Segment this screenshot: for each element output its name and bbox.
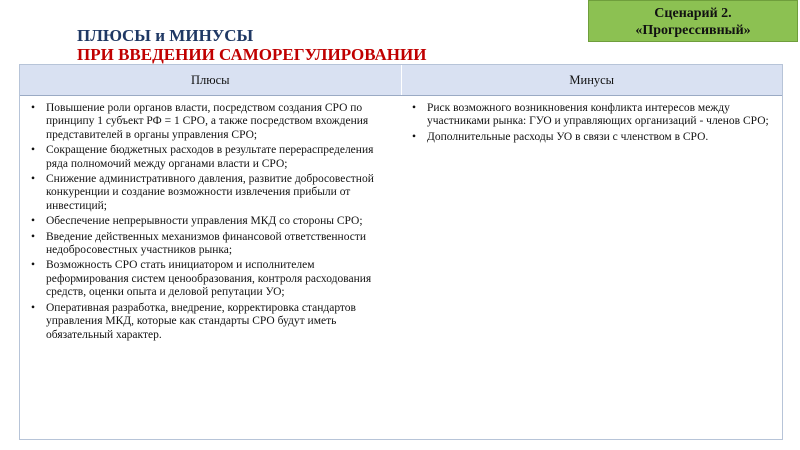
bullet-icon: • <box>31 144 36 157</box>
list-item-text: Повышение роли органов власти, посредством создания СРО по принципу 1 субъект РФ = 1 СРО, а также посредством вхождения представителей в органы управления СРО; <box>46 102 369 141</box>
list-item <box>28 231 393 258</box>
list-item-text: Оперативная разработка, внедрение, корректировка стандартов управления МКД, которые как стандарты СРО будут иметь обязательный характер. <box>46 301 356 341</box>
bullet-icon: • <box>31 230 36 243</box>
list-item-text: Сокращение бюджетных расходов в результате перераспределения ряда полномочий между органами власти и СРО; <box>46 144 374 170</box>
scenario-line-1: Сценарий 2. <box>654 6 732 21</box>
pros-column <box>20 96 401 440</box>
list-item <box>28 144 393 171</box>
list-item <box>28 215 393 228</box>
list-item-text: Снижение административного давления, развитие добросовестной конкуренции и создание возможности извлечения прибыли от инвестиций; <box>46 173 374 212</box>
bullet-icon: • <box>31 215 36 228</box>
bullet-icon: • <box>31 259 36 272</box>
list-item <box>28 302 393 342</box>
table-body-row <box>20 96 782 440</box>
pros-header: Плюсы <box>190 73 230 87</box>
table-header-row <box>20 65 782 96</box>
pros-list <box>28 102 393 342</box>
cons-column <box>401 96 782 440</box>
page-subtitle: ПРИ ВВЕДЕНИИ САМОРЕГУЛИРОВАНИИ <box>77 45 427 64</box>
page-title: ПЛЮСЫ и МИНУСЫ <box>77 26 254 45</box>
bullet-icon: • <box>412 102 417 114</box>
cons-list <box>409 102 774 144</box>
bullet-icon: • <box>31 301 36 314</box>
pros-cons-table <box>19 64 783 440</box>
scenario-line-2: «Прогрессивный» <box>635 23 751 38</box>
bullet-icon: • <box>412 130 417 143</box>
bullet-icon: • <box>31 102 36 114</box>
bullet-icon: • <box>31 173 36 186</box>
cons-header: Минусы <box>401 65 783 95</box>
list-item-text: Введение действенных механизмов финансовой ответственности недобросовестных участников рынка; <box>46 230 367 257</box>
list-item <box>409 102 774 129</box>
list-item <box>28 173 393 213</box>
list-item-text: Возможность СРО стать инициатором и исполнителем реформирования систем ценообразования, контроля расходования средств, оценки опыта и деловой репутации УО; <box>46 259 372 299</box>
list-item-text: Обеспечение непрерывности управления МКД со стороны СРО; <box>46 215 363 228</box>
list-item-text: Дополнительные расходы УО в связи с членством в СРО. <box>427 130 709 143</box>
list-item <box>409 131 774 144</box>
list-item <box>28 102 393 142</box>
scenario-label <box>588 0 798 42</box>
list-item <box>28 259 393 299</box>
list-item-text: Риск возможного возникновения конфликта интересов между участниками рынка: ГУО и управляющих организаций - членов СРО; <box>427 102 769 128</box>
